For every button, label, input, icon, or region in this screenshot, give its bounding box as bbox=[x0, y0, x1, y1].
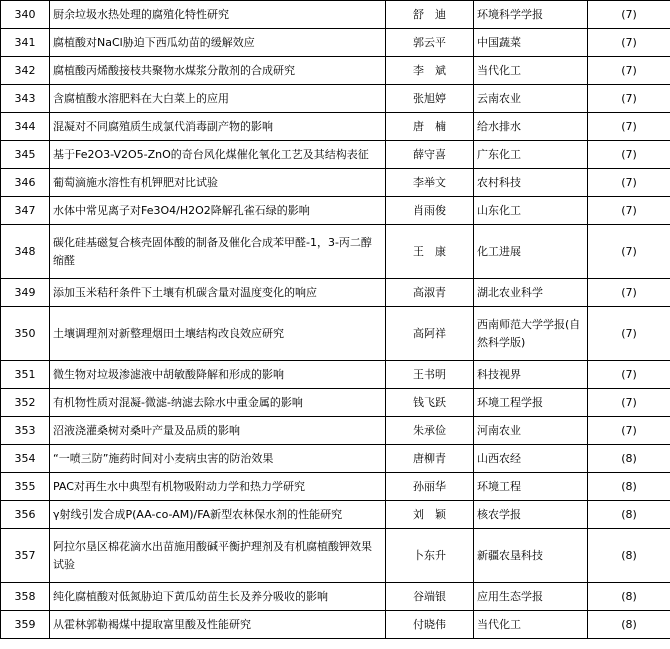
row-number: 358 bbox=[1, 583, 50, 611]
article-title: γ射线引发合成P(AA-co-AM)/FA新型农林保水剂的性能研究 bbox=[50, 501, 386, 529]
table-row bbox=[1, 473, 670, 501]
row-number: 342 bbox=[1, 57, 50, 85]
article-title: 水体中常见离子对Fe3O4/H2O2降解孔雀石绿的影响 bbox=[50, 197, 386, 225]
issue-number: (7) bbox=[588, 279, 670, 307]
journal-name: 应用生态学报 bbox=[474, 583, 588, 611]
issue-number: (7) bbox=[588, 307, 670, 361]
table-row bbox=[1, 529, 670, 583]
journal-name: 当代化工 bbox=[474, 611, 588, 639]
journal-name: 核农学报 bbox=[474, 501, 588, 529]
journal-name: 给水排水 bbox=[474, 113, 588, 141]
journal-name: 新疆农垦科技 bbox=[474, 529, 588, 583]
issue-number: (7) bbox=[588, 169, 670, 197]
journal-name: 中国蔬菜 bbox=[474, 29, 588, 57]
article-title: 从霍林郭勒褐煤中提取富里酸及性能研究 bbox=[50, 611, 386, 639]
article-author: 李举文 bbox=[386, 169, 474, 197]
journal-name: 科技视界 bbox=[474, 361, 588, 389]
table-row bbox=[1, 279, 670, 307]
article-author: 唐 楠 bbox=[386, 113, 474, 141]
journal-name: 湖北农业科学 bbox=[474, 279, 588, 307]
journal-name: 环境工程 bbox=[474, 473, 588, 501]
article-author: 钱飞跃 bbox=[386, 389, 474, 417]
row-number: 357 bbox=[1, 529, 50, 583]
issue-number: (7) bbox=[588, 361, 670, 389]
journal-name: 化工进展 bbox=[474, 225, 588, 279]
issue-number: (7) bbox=[588, 225, 670, 279]
article-author: 唐柳青 bbox=[386, 445, 474, 473]
article-author: 李 斌 bbox=[386, 57, 474, 85]
article-title: 葡萄滴施水溶性有机钾肥对比试验 bbox=[50, 169, 386, 197]
row-number: 359 bbox=[1, 611, 50, 639]
issue-number: (7) bbox=[588, 417, 670, 445]
journal-name: 农村科技 bbox=[474, 169, 588, 197]
table-row bbox=[1, 225, 670, 279]
table-row bbox=[1, 113, 670, 141]
issue-number: (8) bbox=[588, 611, 670, 639]
journal-name: 环境科学学报 bbox=[474, 1, 588, 29]
article-author: 肖雨俊 bbox=[386, 197, 474, 225]
table-row bbox=[1, 445, 670, 473]
article-title: 微生物对垃圾渗滤液中胡敏酸降解和形成的影响 bbox=[50, 361, 386, 389]
row-number: 346 bbox=[1, 169, 50, 197]
article-author: 高淑青 bbox=[386, 279, 474, 307]
issue-number: (7) bbox=[588, 389, 670, 417]
table-row bbox=[1, 501, 670, 529]
article-author: 舒 迪 bbox=[386, 1, 474, 29]
article-title: 腐植酸丙烯酸接枝共聚物水煤浆分散剂的合成研究 bbox=[50, 57, 386, 85]
journal-name: 环境工程学报 bbox=[474, 389, 588, 417]
issue-number: (7) bbox=[588, 113, 670, 141]
table-row bbox=[1, 307, 670, 361]
article-title: 厨余垃圾水热处理的腐殖化特性研究 bbox=[50, 1, 386, 29]
article-title: PAC对再生水中典型有机物吸附动力学和热力学研究 bbox=[50, 473, 386, 501]
article-title: 有机物性质对混凝-微滤-纳滤去除水中重金属的影响 bbox=[50, 389, 386, 417]
table-row bbox=[1, 29, 670, 57]
table-row bbox=[1, 197, 670, 225]
article-author: 高阿祥 bbox=[386, 307, 474, 361]
article-title: 添加玉米秸秆条件下土壤有机碳含量对温度变化的响应 bbox=[50, 279, 386, 307]
row-number: 341 bbox=[1, 29, 50, 57]
issue-number: (8) bbox=[588, 501, 670, 529]
table-row bbox=[1, 611, 670, 639]
issue-number: (8) bbox=[588, 473, 670, 501]
table-row bbox=[1, 85, 670, 113]
article-author: 刘 颖 bbox=[386, 501, 474, 529]
issue-number: (7) bbox=[588, 85, 670, 113]
table-row bbox=[1, 417, 670, 445]
journal-name: 河南农业 bbox=[474, 417, 588, 445]
article-list-body bbox=[1, 1, 670, 639]
row-number: 356 bbox=[1, 501, 50, 529]
journal-name: 当代化工 bbox=[474, 57, 588, 85]
row-number: 353 bbox=[1, 417, 50, 445]
article-author: 张旭婷 bbox=[386, 85, 474, 113]
table-row bbox=[1, 389, 670, 417]
article-author: 薛守喜 bbox=[386, 141, 474, 169]
row-number: 354 bbox=[1, 445, 50, 473]
table-row bbox=[1, 57, 670, 85]
row-number: 352 bbox=[1, 389, 50, 417]
article-author: 郭云平 bbox=[386, 29, 474, 57]
issue-number: (8) bbox=[588, 529, 670, 583]
article-title: 混凝对不同腐殖质生成氯代消毒副产物的影响 bbox=[50, 113, 386, 141]
article-title: 碳化硅基磁复合核壳固体酸的制备及催化合成苯甲醛-1，3-丙二醇缩醛 bbox=[50, 225, 386, 279]
article-author: 付晓伟 bbox=[386, 611, 474, 639]
article-author: 孙丽华 bbox=[386, 473, 474, 501]
journal-name: 云南农业 bbox=[474, 85, 588, 113]
issue-number: (7) bbox=[588, 57, 670, 85]
article-title: 纯化腐植酸对低氮胁迫下黄瓜幼苗生长及养分吸收的影响 bbox=[50, 583, 386, 611]
article-title: 基于Fe2O3-V2O5-ZnO的奇台风化煤催化氧化工艺及其结构表征 bbox=[50, 141, 386, 169]
article-title: 土壤调理剂对新整理烟田土壤结构改良效应研究 bbox=[50, 307, 386, 361]
row-number: 350 bbox=[1, 307, 50, 361]
article-title: 阿拉尔垦区棉花滴水出苗施用酸碱平衡护理剂及有机腐植酸钾效果试验 bbox=[50, 529, 386, 583]
article-author: 谷端银 bbox=[386, 583, 474, 611]
issue-number: (7) bbox=[588, 29, 670, 57]
row-number: 355 bbox=[1, 473, 50, 501]
journal-name: 西南师范大学学报(自然科学版) bbox=[474, 307, 588, 361]
table-row bbox=[1, 169, 670, 197]
row-number: 344 bbox=[1, 113, 50, 141]
table-row bbox=[1, 361, 670, 389]
article-title: 沼液浇灌桑树对桑叶产量及品质的影响 bbox=[50, 417, 386, 445]
issue-number: (8) bbox=[588, 445, 670, 473]
table-row bbox=[1, 141, 670, 169]
journal-name: 广东化工 bbox=[474, 141, 588, 169]
row-number: 347 bbox=[1, 197, 50, 225]
article-author: 王 康 bbox=[386, 225, 474, 279]
article-author: 卜东升 bbox=[386, 529, 474, 583]
row-number: 349 bbox=[1, 279, 50, 307]
row-number: 340 bbox=[1, 1, 50, 29]
article-author: 朱承俭 bbox=[386, 417, 474, 445]
table-row bbox=[1, 1, 670, 29]
issue-number: (7) bbox=[588, 1, 670, 29]
article-title: 含腐植酸水溶肥料在大白菜上的应用 bbox=[50, 85, 386, 113]
issue-number: (8) bbox=[588, 583, 670, 611]
row-number: 343 bbox=[1, 85, 50, 113]
issue-number: (7) bbox=[588, 197, 670, 225]
article-author: 王书明 bbox=[386, 361, 474, 389]
row-number: 348 bbox=[1, 225, 50, 279]
issue-number: (7) bbox=[588, 141, 670, 169]
journal-name: 山东化工 bbox=[474, 197, 588, 225]
table-row bbox=[1, 583, 670, 611]
article-title: “一喷三防”施药时间对小麦病虫害的防治效果 bbox=[50, 445, 386, 473]
row-number: 345 bbox=[1, 141, 50, 169]
journal-name: 山西农经 bbox=[474, 445, 588, 473]
row-number: 351 bbox=[1, 361, 50, 389]
article-title: 腐植酸对NaCl胁迫下西瓜幼苗的缓解效应 bbox=[50, 29, 386, 57]
